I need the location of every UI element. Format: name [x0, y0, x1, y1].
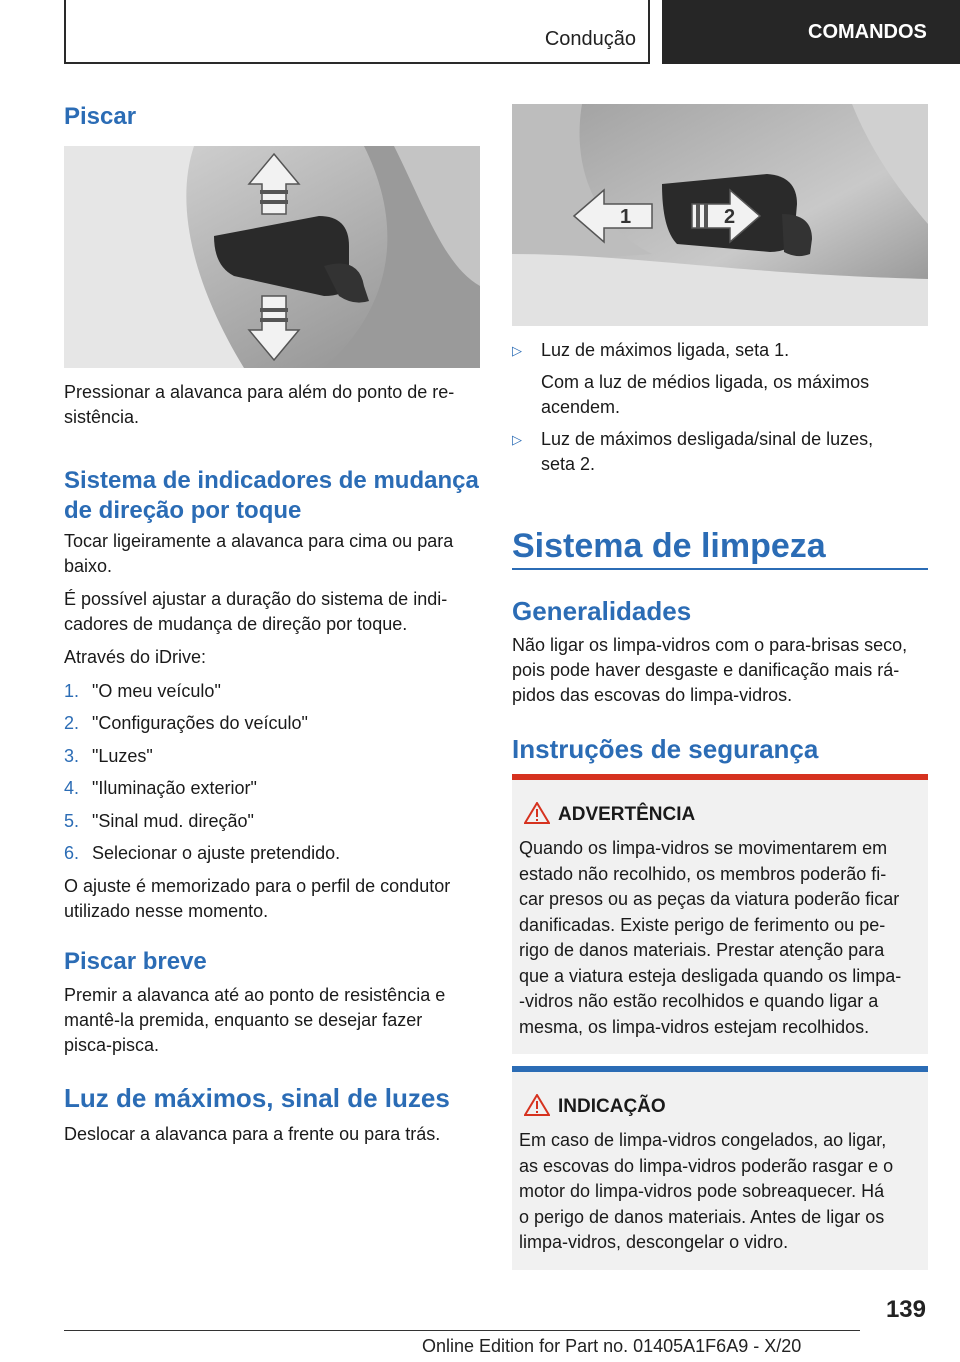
- bullet-text: Com a luz de médios ligada, os máximos acendem.: [541, 372, 870, 417]
- heading-instrucoes-seguranca: Instruções de segurança: [512, 734, 819, 764]
- heading-sistema-indicadores: [64, 466, 480, 526]
- list-item-number: 3.: [64, 746, 80, 766]
- list-item-number: 5.: [64, 811, 80, 831]
- paragraph-premir: Premir a alavanca até ao ponto de resistência e mantê-la premida, enquanto se desejar fazer pisca-pisca.: [64, 985, 446, 1055]
- paragraph-ajuste: O ajuste é memorizado para o perfil de condutor utilizado nesse momento.: [64, 876, 451, 921]
- note-box: [512, 1066, 928, 1270]
- triangle-bullet-icon: ▷: [512, 432, 522, 447]
- list-item-text: "Iluminação exterior": [92, 778, 257, 798]
- paragraph-pressionar: Pressionar a alavanca para além do ponto de re- sistência.: [64, 382, 455, 427]
- bullet-item: [512, 370, 928, 420]
- bullet-item: [512, 338, 928, 363]
- heading-sistema-indicadores-line1: Sistema de indicadores de mudança: [64, 467, 479, 494]
- high-beam-lever-illustration: [512, 104, 928, 326]
- arrow-label-1: 1: [620, 206, 632, 228]
- note-title: INDICAÇÃO: [558, 1096, 666, 1117]
- heading-piscar-breve: Piscar breve: [64, 948, 207, 975]
- warning-title: ADVERTÊNCIA: [558, 804, 696, 825]
- note-text: Em caso de limpa-vidros congelados, ao ligar, as escovas do limpa-vidros poderão rasgar e o motor do limpa-vidros pode sobreaquecer. Há o perigo de danos materiais. Antes de ligar os limpa-vidros, descongelar o vidro.: [519, 1130, 894, 1252]
- paragraph-deslocar: Deslocar a alavanca para a frente ou para trás.: [64, 1124, 441, 1144]
- heading-luz-maximos: Luz de máximos, sinal de luzes: [64, 1083, 450, 1113]
- bullet-text: Luz de máximos desligada/sinal de luzes, seta 2.: [541, 429, 874, 474]
- list-item-number: 6.: [64, 843, 80, 863]
- warning-triangle-icon: [524, 802, 550, 829]
- heading-sistema-limpeza: Sistema de limpeza: [512, 527, 826, 565]
- heading-sistema-indicadores-line2: de direção por toque: [64, 497, 302, 524]
- section-divider: [512, 568, 928, 570]
- list-item-text: "Configurações do veículo": [92, 713, 308, 733]
- paragraph-atraves: Através do iDrive:: [64, 647, 207, 667]
- list-item-text: Selecionar o ajuste pretendido.: [92, 843, 341, 863]
- list-item: [64, 679, 480, 704]
- triangle-bullet-icon: ▷: [512, 343, 522, 358]
- header-rule-bottom: [64, 62, 650, 64]
- bullet-item: [512, 427, 928, 477]
- header-chapter-tab: [662, 0, 960, 64]
- footer-edition: Online Edition for Part no. 01405A1F6A9 - X/20: [422, 1336, 802, 1356]
- warning-box: [512, 774, 928, 1054]
- paragraph-tocar: Tocar ligeiramente a alavanca para cima ou para baixo.: [64, 531, 454, 576]
- list-item-text: "O meu veículo": [92, 681, 221, 701]
- list-item: [64, 776, 480, 801]
- header-chapter-label: COMANDOS: [808, 20, 927, 43]
- bullet-text: Luz de máximos ligada, seta 1.: [541, 340, 790, 360]
- list-item-number: 1.: [64, 681, 80, 701]
- paragraph-possivel: É possível ajustar a duração do sistema de indi- cadores de mudança de direção por toque.: [64, 589, 448, 634]
- list-item-number: 4.: [64, 778, 80, 798]
- header-section-title: Condução: [544, 28, 636, 50]
- page-number: 139: [885, 1296, 926, 1323]
- list-item-text: "Luzes": [92, 746, 153, 766]
- heading-piscar: Piscar: [64, 103, 137, 130]
- list-item: [64, 841, 480, 866]
- list-item: [64, 744, 480, 769]
- turn-signal-lever-illustration: [64, 146, 480, 368]
- warning-triangle-icon: [524, 1094, 550, 1121]
- figure-high-beam-lever: [512, 104, 928, 326]
- list-item-number: 2.: [64, 713, 80, 733]
- header-rule-left: [64, 0, 66, 64]
- footer-rule: [64, 1330, 860, 1331]
- list-item: [64, 809, 480, 834]
- warning-text: Quando os limpa-vidros se movimentarem em estado não recolhido, os membros poderão fi- car presos ou as peças da viatura poderão ficar danificadas. Existe perigo de ferimento ou pe- rigo de danos materiais. Prestar atenção para que a viatura esteja desligada quando os limpa- -vidros não estão recolhidos e quando ligar a mesma, os limpa-vidros estejam recolhidos.: [519, 838, 902, 1037]
- heading-generalidades: Generalidades: [512, 596, 692, 626]
- paragraph-nao-ligar: Não ligar os limpa-vidros com o para-brisas seco, pois pode haver desgaste e danificação mais rá- pidos das escovas do limpa-vidros.: [512, 635, 908, 705]
- list-item-text: "Sinal mud. direção": [92, 811, 254, 831]
- list-item: [64, 711, 480, 736]
- figure-turn-signal-lever: [64, 146, 480, 368]
- header-rule-right: [648, 0, 650, 64]
- arrow-label-2: 2: [724, 206, 736, 228]
